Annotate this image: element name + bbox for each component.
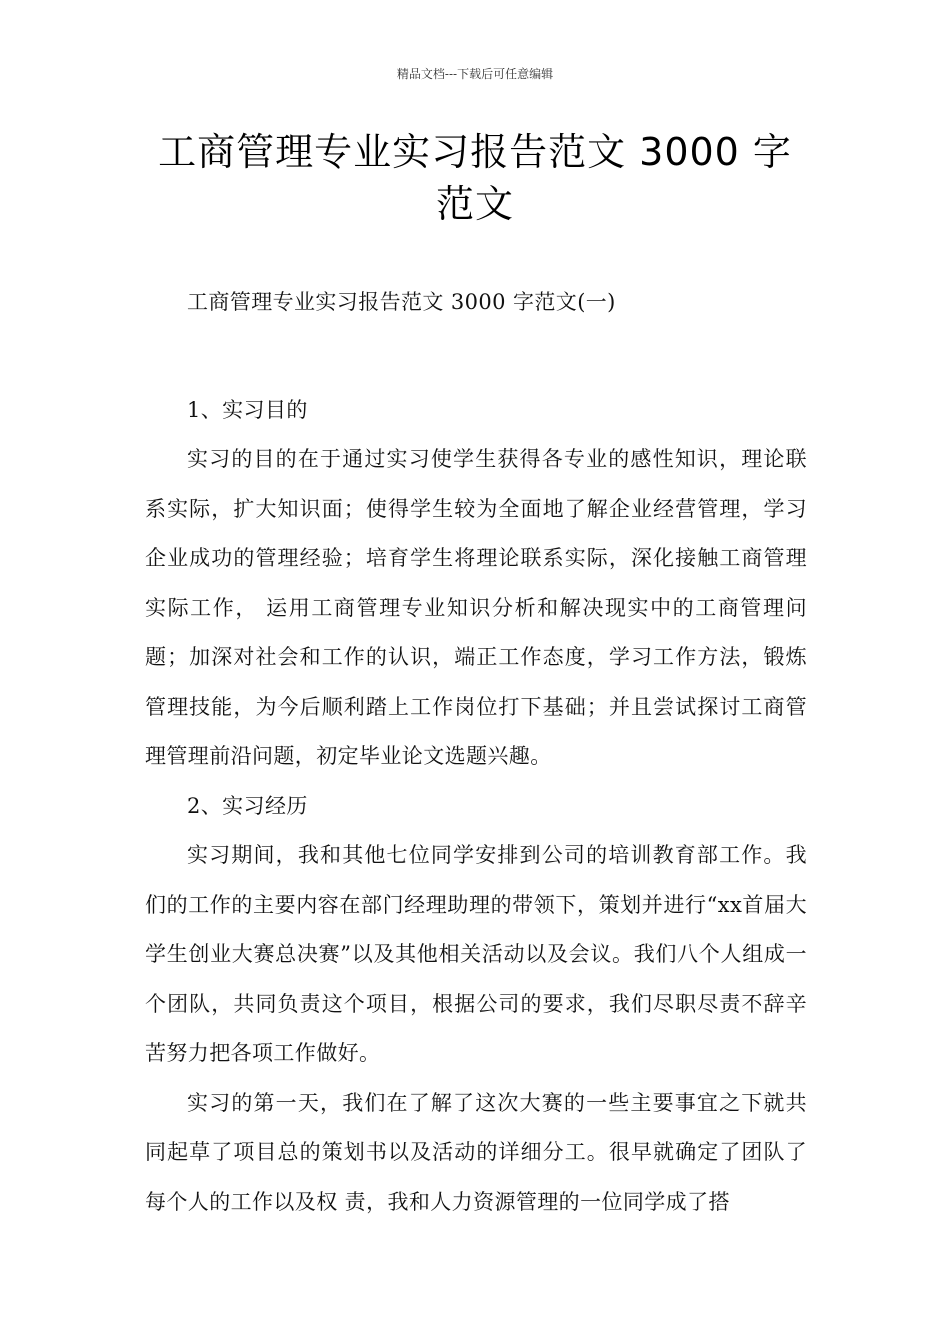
paragraph-purpose: 实习的目的在于通过实习使学生获得各专业的感性知识，理论联系实际，扩大知识面；使得学生较为全面地了解企业经营管理，学习企业成功的管理经验；培育学生将理论联系实际，深化接触工商管理实际工作， 运用工商管理专业知识分析和解决现实中的工商管理问题；加深对社会和工作的认识，端正工作态度，学习工作方法，锻炼管理技能，为今后顺利踏上工作岗位打下基础；并且尝试探讨工商管理管理前沿问题，初定毕业论文选题兴趣。 [145,447,807,768]
document-body [145,278,807,1227]
paragraph-experience-1: 实习期间，我和其他七位同学安排到公司的培训教育部工作。我们的工作的主要内容在部门经理助理的带领下，策划并进行“xx首届大学生创业大赛总决赛”以及其他相关活动以及会议。我们八个人组成一个团队，共同负责这个项目，根据公司的要求，我们尽职尽责不辞辛苦努力把各项工作做好。 [145,843,807,1065]
section-heading-purpose: 1、实习目的 [187,397,308,422]
header-note: 精品文档---下载后可任意编辑 [396,67,554,81]
paragraph-experience-2: 实习的第一天，我们在了解了这次大赛的一些主要事宜之下就共同起草了项目总的策划书以及活动的详细分工。很早就确定了团队了每个人的工作以及权 责，我和人力资源管理的一位同学成了搭 [145,1090,807,1214]
document-title: 工商管理专业实习报告范文 3000 字范文 [158,130,792,226]
section-heading-experience: 2、实习经历 [187,793,308,818]
document-subtitle: 工商管理专业实习报告范文 3000 字范文(一) [187,290,616,314]
